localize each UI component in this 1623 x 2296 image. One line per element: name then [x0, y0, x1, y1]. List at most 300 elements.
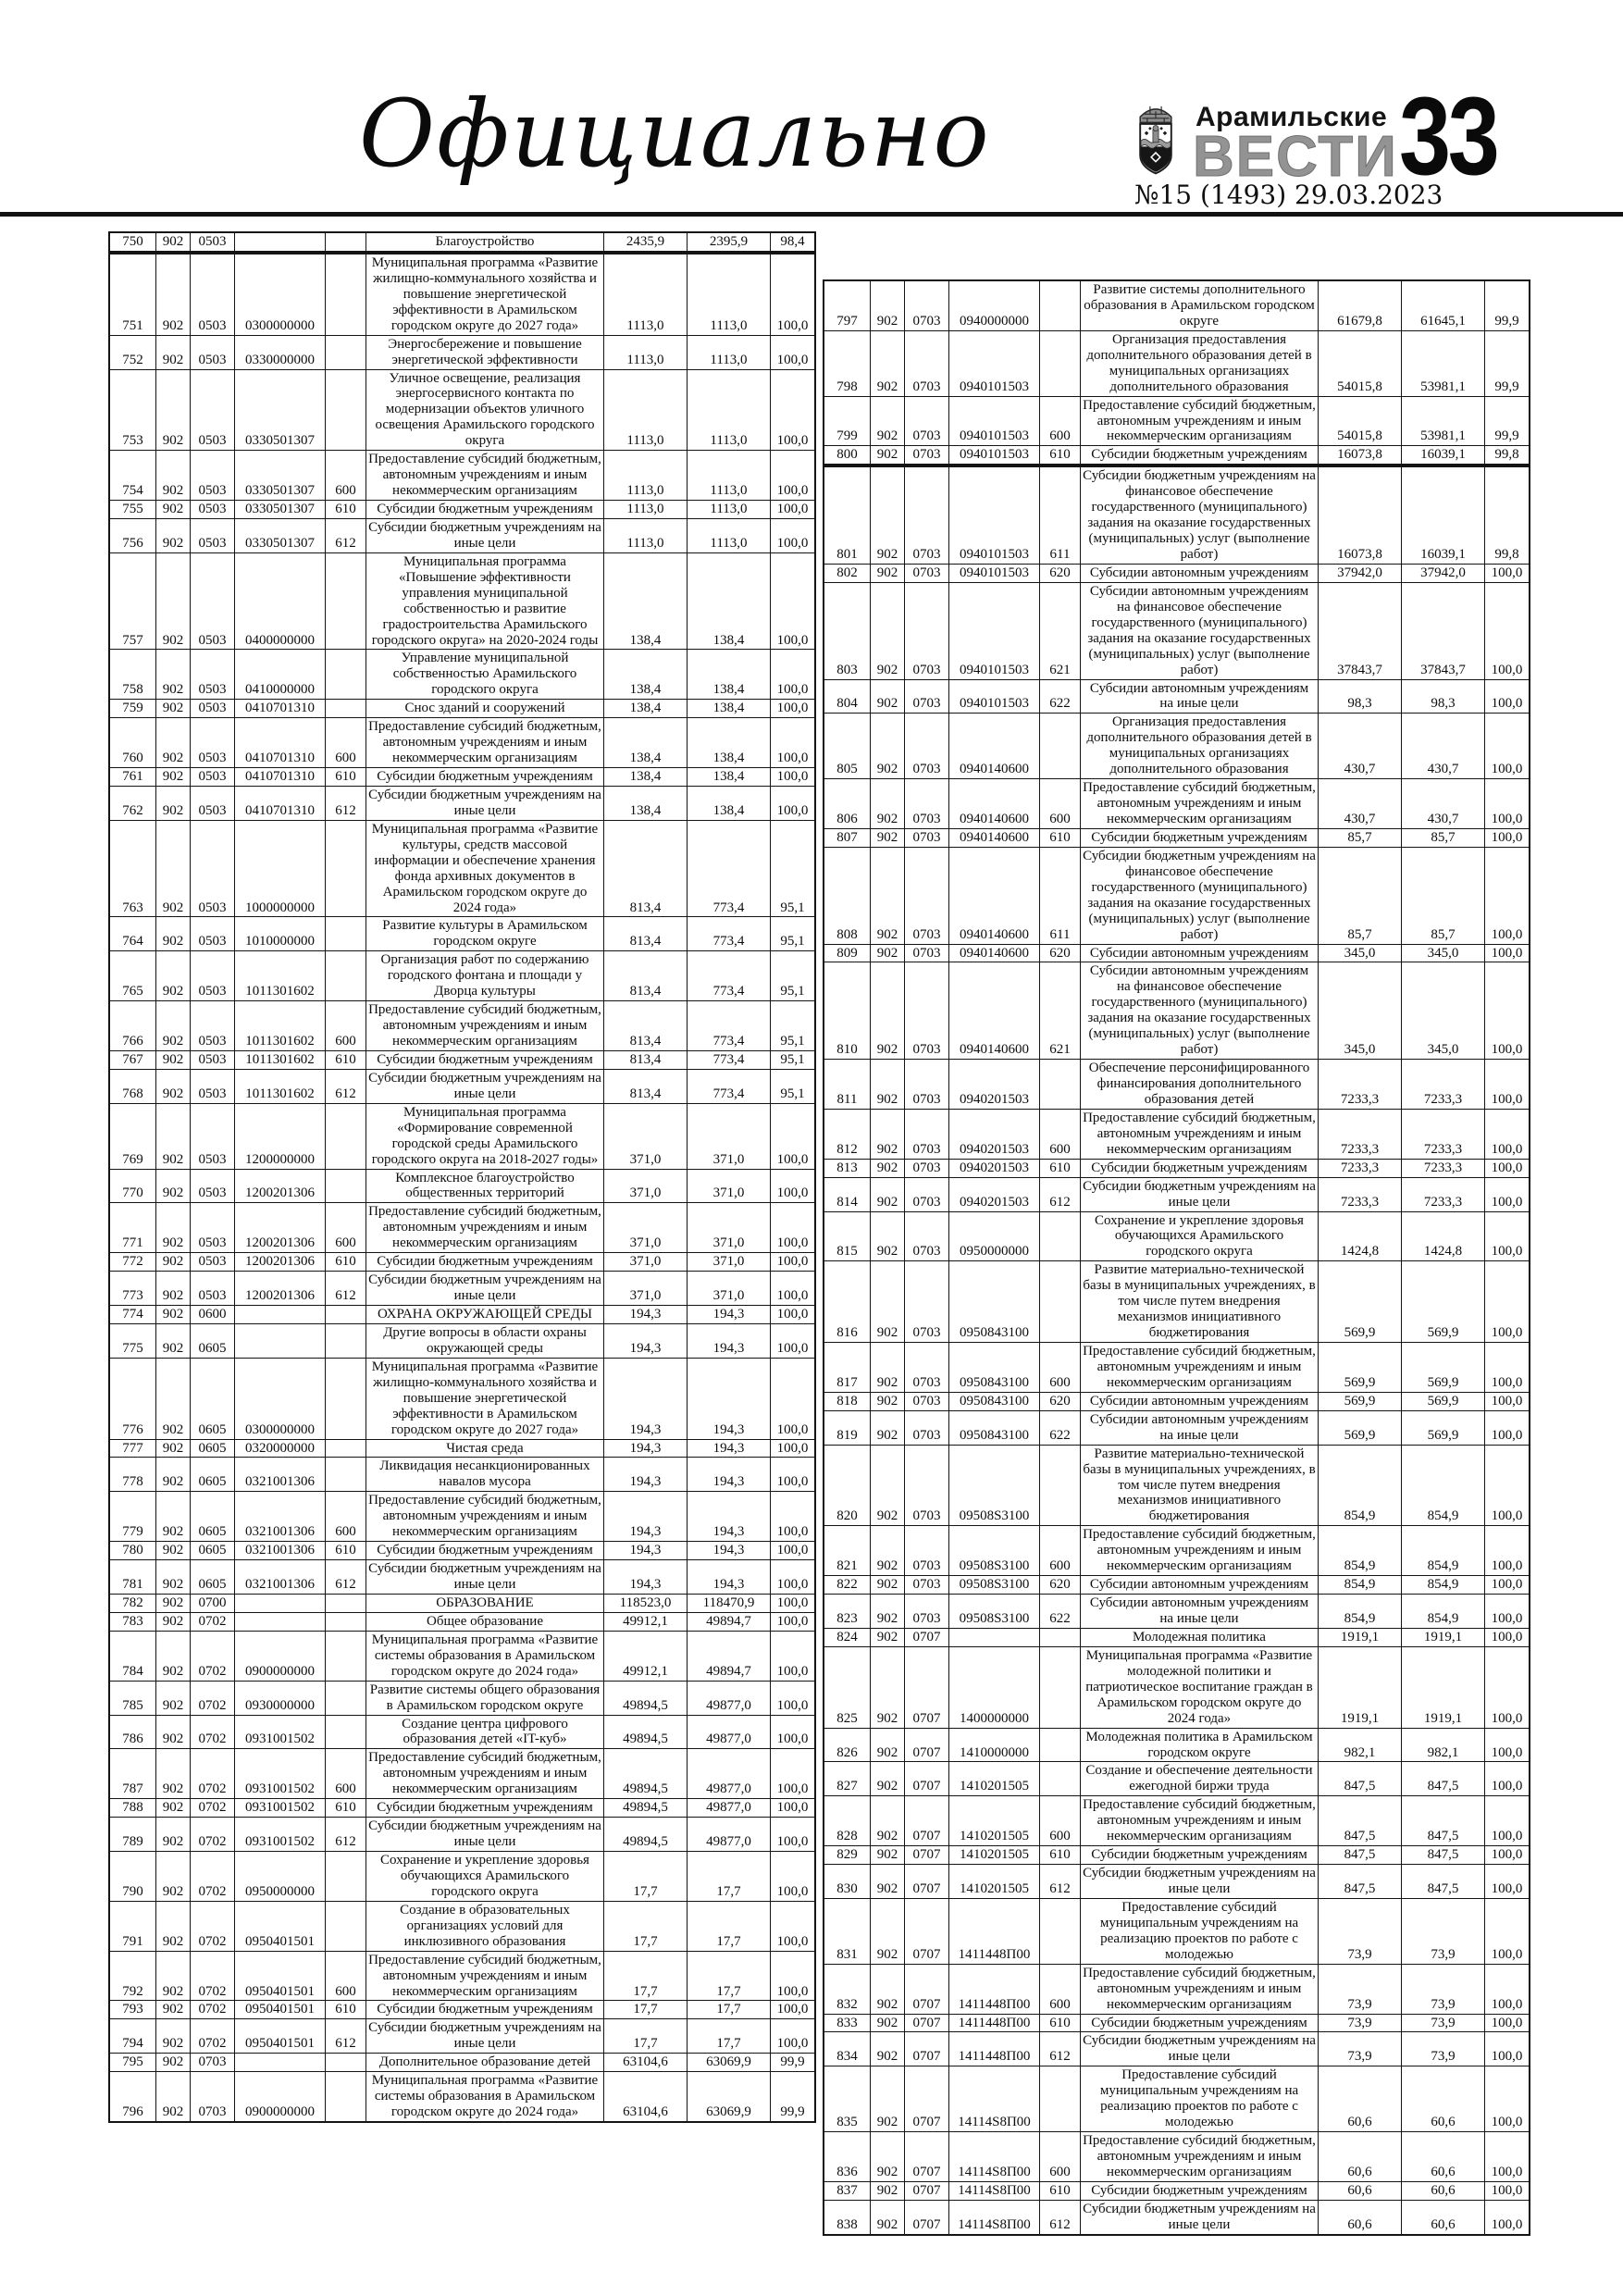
grbs-code-cell: 902 — [156, 1458, 191, 1492]
expense-name-cell: Субсидии бюджетным учреждениям на иные цели — [366, 1069, 604, 1103]
budget-row-751 — [109, 253, 815, 335]
percent-cell: 100,0 — [771, 1749, 816, 1799]
expense-type-cell: 612 — [1040, 1865, 1081, 1899]
grbs-code-cell: 902 — [871, 564, 905, 582]
row-number-cell: 790 — [109, 1852, 156, 1902]
grbs-code-cell: 902 — [156, 518, 191, 552]
percent-cell: 100,0 — [771, 1799, 816, 1818]
section-code-cell: 0503 — [191, 518, 235, 552]
expense-type-cell: 610 — [1040, 2014, 1081, 2032]
budget-row-806 — [824, 779, 1530, 829]
section-code-cell: 0702 — [191, 1612, 235, 1631]
budget-row-796 — [109, 2072, 815, 2122]
section-code-cell: 0707 — [905, 2014, 949, 2032]
section-code-cell: 0702 — [191, 1852, 235, 1902]
budget-row-761 — [109, 768, 815, 787]
grbs-code-cell: 902 — [871, 280, 905, 330]
budget-row-811 — [824, 1060, 1530, 1110]
budget-row-759 — [109, 700, 815, 718]
executed-amount-cell: 63069,9 — [688, 2054, 771, 2072]
approved-amount-cell: 118523,0 — [604, 1594, 688, 1612]
executed-amount-cell: 194,3 — [688, 1323, 771, 1358]
executed-amount-cell: 60,6 — [1402, 2066, 1485, 2132]
target-article-cell: 1411448П00 — [949, 2032, 1040, 2066]
target-article-cell: 0950000000 — [235, 1852, 326, 1902]
expense-name-cell: Субсидии бюджетным учреждениям на иные цели — [1081, 2200, 1319, 2234]
executed-amount-cell: 194,3 — [688, 1358, 771, 1439]
expense-name-cell: Развитие материально-технической базы в муниципальных учреждениях, в том числе путем внедрения механизмов инициативного бюджетирования — [1081, 1261, 1319, 1343]
section-code-cell: 0707 — [905, 1762, 949, 1796]
budget-row-827 — [824, 1762, 1530, 1796]
executed-amount-cell: 7233,3 — [1402, 1177, 1485, 1211]
section-code-cell: 0703 — [905, 1177, 949, 1211]
target-article-cell: 1411448П00 — [949, 1964, 1040, 2014]
section-code-cell: 0605 — [191, 1542, 235, 1560]
grbs-code-cell: 902 — [871, 1762, 905, 1796]
expense-name-cell: Субсидии бюджетным учреждениям на финансовое обеспечение государственного (муниципального) задания на оказание государственных (муниципальных) услуг (выполнение работ) — [1081, 465, 1319, 564]
section-code-cell: 0703 — [905, 1392, 949, 1410]
budget-row-792 — [109, 1951, 815, 2001]
budget-row-836 — [824, 2132, 1530, 2182]
executed-amount-cell: 773,4 — [688, 820, 771, 917]
expense-type-cell: 600 — [1040, 1526, 1081, 1576]
expense-name-cell: Предоставление субсидий бюджетным, автономным учреждениям и иным некоммерческим организациям — [366, 1001, 604, 1051]
section-code-cell: 0503 — [191, 700, 235, 718]
grbs-code-cell: 902 — [871, 944, 905, 962]
approved-amount-cell: 73,9 — [1319, 2032, 1402, 2066]
expense-name-cell: Предоставление субсидий бюджетным, автономным учреждениям и иным некоммерческим организациям — [366, 1951, 604, 2001]
grbs-code-cell: 902 — [156, 1631, 191, 1681]
expense-name-cell: Создание центра цифрового образования детей «IT-куб» — [366, 1715, 604, 1749]
approved-amount-cell: 194,3 — [604, 1439, 688, 1458]
newspaper-name-main: ВЕСТИ — [1193, 125, 1398, 189]
grbs-code-cell: 902 — [156, 501, 191, 519]
target-article-cell: 0410701310 — [235, 718, 326, 768]
target-article-cell: 0940201503 — [949, 1109, 1040, 1159]
approved-amount-cell: 17,7 — [604, 1901, 688, 1951]
expense-name-cell: Предоставление субсидий бюджетным, автономным учреждениям и иным некоммерческим организациям — [1081, 1343, 1319, 1393]
row-number-cell: 835 — [824, 2066, 871, 2132]
approved-amount-cell: 73,9 — [1319, 1898, 1402, 1964]
percent-cell: 100,0 — [1485, 1060, 1530, 1110]
percent-cell: 100,0 — [771, 1715, 816, 1749]
grbs-code-cell: 902 — [156, 2054, 191, 2072]
target-article-cell — [235, 1306, 326, 1324]
executed-amount-cell: 73,9 — [1402, 1964, 1485, 2014]
expense-name-cell: Предоставление субсидий бюджетным, автономным учреждениям и иным некоммерческим организациям — [366, 451, 604, 501]
row-number-cell: 828 — [824, 1796, 871, 1846]
percent-cell: 100,0 — [1485, 962, 1530, 1060]
percent-cell: 99,8 — [1485, 446, 1530, 465]
target-article-cell — [949, 1628, 1040, 1646]
section-code-cell: 0702 — [191, 1951, 235, 2001]
executed-amount-cell: 138,4 — [688, 650, 771, 700]
issue-number-date: №15 (1493) 29.03.2023 — [1134, 180, 1443, 210]
executed-amount-cell: 118470,9 — [688, 1594, 771, 1612]
expense-name-cell: Благоустройство — [366, 232, 604, 253]
budget-row-765 — [109, 951, 815, 1001]
approved-amount-cell: 138,4 — [604, 786, 688, 820]
approved-amount-cell: 138,4 — [604, 650, 688, 700]
budget-row-772 — [109, 1253, 815, 1272]
expense-type-cell: 600 — [1040, 779, 1081, 829]
expense-name-cell: Муниципальная программа «Развитие системы образования в Арамильском городском округе до 2024 года» — [366, 1631, 604, 1681]
expense-name-cell: Уличное освещение, реализация энергосервисного контакта по модернизации объектов уличного освещения Арамильского городского округа — [366, 369, 604, 451]
executed-amount-cell: 98,3 — [1402, 679, 1485, 714]
section-code-cell: 0605 — [191, 1560, 235, 1595]
expense-type-cell — [326, 1103, 366, 1169]
percent-cell: 100,0 — [771, 1631, 816, 1681]
expense-type-cell: 600 — [1040, 2132, 1081, 2182]
row-number-cell: 786 — [109, 1715, 156, 1749]
target-article-cell: 1410201505 — [949, 1846, 1040, 1865]
approved-amount-cell: 854,9 — [1319, 1445, 1402, 1526]
executed-amount-cell: 17,7 — [688, 1951, 771, 2001]
section-code-cell: 0707 — [905, 2032, 949, 2066]
budget-row-828 — [824, 1796, 1530, 1846]
row-number-cell: 788 — [109, 1799, 156, 1818]
budget-row-813 — [824, 1159, 1530, 1177]
target-article-cell: 0940140600 — [949, 779, 1040, 829]
executed-amount-cell: 7233,3 — [1402, 1060, 1485, 1110]
row-number-cell: 818 — [824, 1392, 871, 1410]
section-code-cell: 0703 — [905, 1445, 949, 1526]
target-article-cell — [235, 1323, 326, 1358]
target-article-cell: 0931001502 — [235, 1799, 326, 1818]
section-code-cell: 0703 — [905, 582, 949, 679]
section-code-cell: 0702 — [191, 2019, 235, 2054]
expense-type-cell — [326, 232, 366, 253]
grbs-code-cell: 902 — [156, 1612, 191, 1631]
target-article-cell — [235, 1594, 326, 1612]
grbs-code-cell: 902 — [156, 451, 191, 501]
section-code-cell: 0503 — [191, 650, 235, 700]
percent-cell: 100,0 — [771, 1458, 816, 1492]
expense-type-cell: 600 — [1040, 396, 1081, 446]
row-number-cell: 767 — [109, 1050, 156, 1069]
target-article-cell: 1400000000 — [949, 1646, 1040, 1728]
section-code-cell: 0605 — [191, 1458, 235, 1492]
grbs-code-cell: 902 — [156, 1594, 191, 1612]
target-article-cell: 0950401501 — [235, 1901, 326, 1951]
approved-amount-cell: 813,4 — [604, 1050, 688, 1069]
expense-name-cell: Предоставление субсидий бюджетным, автономным учреждениям и иным некоммерческим организациям — [1081, 1526, 1319, 1576]
percent-cell: 100,0 — [771, 1103, 816, 1169]
expense-type-cell: 600 — [326, 1001, 366, 1051]
grbs-code-cell: 902 — [871, 1526, 905, 1576]
approved-amount-cell: 54015,8 — [1319, 396, 1402, 446]
expense-name-cell: Субсидии бюджетным учреждениям — [366, 768, 604, 787]
section-code-cell: 0703 — [905, 779, 949, 829]
percent-cell: 99,9 — [771, 2072, 816, 2122]
target-article-cell: 0940140600 — [949, 944, 1040, 962]
executed-amount-cell: 60,6 — [1402, 2132, 1485, 2182]
expense-name-cell: Субсидии бюджетным учреждениям на иные цели — [366, 1272, 604, 1306]
expense-type-cell — [326, 1715, 366, 1749]
executed-amount-cell: 569,9 — [1402, 1392, 1485, 1410]
expense-name-cell: Организация предоставления дополнительного образования детей в муниципальных организациях дополнительного образования — [1081, 330, 1319, 396]
section-code-cell: 0703 — [905, 564, 949, 582]
grbs-code-cell: 902 — [871, 828, 905, 847]
budget-row-783 — [109, 1612, 815, 1631]
target-article-cell: 1411448П00 — [949, 1898, 1040, 1964]
budget-row-837 — [824, 2181, 1530, 2200]
executed-amount-cell: 194,3 — [688, 1492, 771, 1542]
expense-name-cell: Предоставление субсидий муниципальным учреждениям на реализацию проектов по работе с молодежью — [1081, 2066, 1319, 2132]
grbs-code-cell: 902 — [871, 1445, 905, 1526]
section-code-cell: 0707 — [905, 1796, 949, 1846]
expense-type-cell — [326, 1901, 366, 1951]
executed-amount-cell: 2395,9 — [688, 232, 771, 253]
expense-name-cell: Предоставление субсидий бюджетным, автономным учреждениям и иным некоммерческим организациям — [1081, 779, 1319, 829]
percent-cell: 100,0 — [1485, 1964, 1530, 2014]
executed-amount-cell: 17,7 — [688, 2019, 771, 2054]
budget-row-767 — [109, 1050, 815, 1069]
section-code-cell: 0703 — [905, 1595, 949, 1629]
grbs-code-cell: 902 — [871, 1595, 905, 1629]
budget-row-754 — [109, 451, 815, 501]
executed-amount-cell: 773,4 — [688, 1001, 771, 1051]
approved-amount-cell: 194,3 — [604, 1358, 688, 1439]
expense-type-cell: 600 — [326, 718, 366, 768]
section-code-cell: 0503 — [191, 917, 235, 951]
executed-amount-cell: 345,0 — [1402, 962, 1485, 1060]
approved-amount-cell: 854,9 — [1319, 1526, 1402, 1576]
target-article-cell: 0950401501 — [235, 2001, 326, 2019]
expense-name-cell: Предоставление субсидий бюджетным, автономным учреждениям и иным некоммерческим организациям — [366, 1492, 604, 1542]
percent-cell: 100,0 — [1485, 2200, 1530, 2234]
grbs-code-cell: 902 — [156, 1560, 191, 1595]
row-number-cell: 815 — [824, 1211, 871, 1261]
approved-amount-cell: 847,5 — [1319, 1762, 1402, 1796]
grbs-code-cell: 902 — [156, 1001, 191, 1051]
target-article-cell: 0940140600 — [949, 714, 1040, 779]
approved-amount-cell: 847,5 — [1319, 1846, 1402, 1865]
grbs-code-cell: 902 — [156, 1169, 191, 1203]
budget-row-752 — [109, 335, 815, 369]
budget-row-804 — [824, 679, 1530, 714]
section-code-cell: 0703 — [905, 1261, 949, 1343]
row-number-cell: 825 — [824, 1646, 871, 1728]
section-code-cell: 0503 — [191, 501, 235, 519]
row-number-cell: 802 — [824, 564, 871, 582]
expense-type-cell — [326, 1439, 366, 1458]
row-number-cell: 763 — [109, 820, 156, 917]
budget-row-793 — [109, 2001, 815, 2019]
percent-cell: 100,0 — [1485, 944, 1530, 962]
target-article-cell: 1000000000 — [235, 820, 326, 917]
target-article-cell: 14114S8П00 — [949, 2066, 1040, 2132]
expense-name-cell: Предоставление субсидий бюджетным, автономным учреждениям и иным некоммерческим организациям — [1081, 396, 1319, 446]
target-article-cell: 1410201505 — [949, 1762, 1040, 1796]
approved-amount-cell: 1113,0 — [604, 335, 688, 369]
expense-type-cell — [326, 369, 366, 451]
expense-name-cell: Обеспечение персонифицированного финансирования дополнительного образования детей — [1081, 1060, 1319, 1110]
grbs-code-cell: 902 — [156, 1901, 191, 1951]
target-article-cell: 0930000000 — [235, 1681, 326, 1715]
expense-type-cell — [1040, 714, 1081, 779]
expense-type-cell: 610 — [1040, 446, 1081, 465]
executed-amount-cell: 847,5 — [1402, 1865, 1485, 1899]
section-code-cell: 0503 — [191, 451, 235, 501]
percent-cell: 95,1 — [771, 917, 816, 951]
approved-amount-cell: 430,7 — [1319, 779, 1402, 829]
target-article-cell: 1200201306 — [235, 1203, 326, 1253]
section-code-cell: 0605 — [191, 1358, 235, 1439]
budget-row-800 — [824, 446, 1530, 465]
percent-cell: 100,0 — [1485, 1796, 1530, 1846]
executed-amount-cell: 37843,7 — [1402, 582, 1485, 679]
row-number-cell: 805 — [824, 714, 871, 779]
section-code-cell: 0707 — [905, 2200, 949, 2234]
executed-amount-cell: 194,3 — [688, 1458, 771, 1492]
budget-table-left-column — [108, 231, 816, 2123]
expense-name-cell: Субсидии бюджетным учреждениям на иные цели — [1081, 1177, 1319, 1211]
section-code-cell: 0703 — [905, 446, 949, 465]
executed-amount-cell: 1113,0 — [688, 369, 771, 451]
approved-amount-cell: 854,9 — [1319, 1595, 1402, 1629]
target-article-cell: 0931001502 — [235, 1818, 326, 1852]
row-number-cell: 753 — [109, 369, 156, 451]
row-number-cell: 751 — [109, 253, 156, 335]
budget-row-769 — [109, 1103, 815, 1169]
approved-amount-cell: 194,3 — [604, 1560, 688, 1595]
executed-amount-cell: 982,1 — [1402, 1728, 1485, 1762]
approved-amount-cell: 49912,1 — [604, 1631, 688, 1681]
grbs-code-cell: 902 — [871, 779, 905, 829]
grbs-code-cell: 902 — [156, 1542, 191, 1560]
target-article-cell: 14114S8П00 — [949, 2132, 1040, 2182]
approved-amount-cell: 2435,9 — [604, 232, 688, 253]
row-number-cell: 752 — [109, 335, 156, 369]
row-number-cell: 780 — [109, 1542, 156, 1560]
percent-cell: 100,0 — [771, 1594, 816, 1612]
expense-name-cell: Субсидии бюджетным учреждениям на иные цели — [366, 786, 604, 820]
executed-amount-cell: 49894,7 — [688, 1612, 771, 1631]
executed-amount-cell: 73,9 — [1402, 2014, 1485, 2032]
expense-type-cell — [326, 1852, 366, 1902]
percent-cell: 100,0 — [771, 700, 816, 718]
budget-row-780 — [109, 1542, 815, 1560]
expense-name-cell: Сохранение и укрепление здоровья обучающихся Арамильского городского округа — [366, 1852, 604, 1902]
expense-name-cell: Субсидии бюджетным учреждениям на иные цели — [1081, 1865, 1319, 1899]
grbs-code-cell: 902 — [156, 369, 191, 451]
section-code-cell: 0503 — [191, 718, 235, 768]
grbs-code-cell: 902 — [156, 917, 191, 951]
target-article-cell: 0400000000 — [235, 552, 326, 650]
budget-row-818 — [824, 1392, 1530, 1410]
approved-amount-cell: 49894,5 — [604, 1799, 688, 1818]
grbs-code-cell: 902 — [156, 768, 191, 787]
budget-row-816 — [824, 1261, 1530, 1343]
row-number-cell: 797 — [824, 280, 871, 330]
grbs-code-cell: 902 — [156, 1272, 191, 1306]
grbs-code-cell: 902 — [871, 2181, 905, 2200]
executed-amount-cell: 61645,1 — [1402, 280, 1485, 330]
target-article-cell: 0900000000 — [235, 2072, 326, 2122]
expense-name-cell: Организация работ по содержанию городского фонтана и площади у Дворца культуры — [366, 951, 604, 1001]
expense-type-cell — [326, 650, 366, 700]
approved-amount-cell: 371,0 — [604, 1272, 688, 1306]
executed-amount-cell: 194,3 — [688, 1439, 771, 1458]
executed-amount-cell: 138,4 — [688, 718, 771, 768]
target-article-cell: 0321001306 — [235, 1492, 326, 1542]
row-number-cell: 834 — [824, 2032, 871, 2066]
executed-amount-cell: 194,3 — [688, 1306, 771, 1324]
budget-row-820 — [824, 1445, 1530, 1526]
expense-type-cell: 600 — [1040, 1109, 1081, 1159]
target-article-cell: 0410701310 — [235, 786, 326, 820]
expense-name-cell: Субсидии бюджетным учреждениям на иные цели — [366, 518, 604, 552]
expense-name-cell: Субсидии автономным учреждениям — [1081, 564, 1319, 582]
approved-amount-cell: 194,3 — [604, 1306, 688, 1324]
target-article-cell: 0900000000 — [235, 1631, 326, 1681]
budget-row-785 — [109, 1681, 815, 1715]
expense-name-cell: Предоставление субсидий бюджетным, автономным учреждениям и иным некоммерческим организациям — [1081, 1964, 1319, 2014]
executed-amount-cell: 371,0 — [688, 1203, 771, 1253]
percent-cell: 100,0 — [771, 1492, 816, 1542]
target-article-cell: 0410000000 — [235, 650, 326, 700]
expense-type-cell — [1040, 1211, 1081, 1261]
approved-amount-cell: 847,5 — [1319, 1865, 1402, 1899]
executed-amount-cell: 1113,0 — [688, 335, 771, 369]
percent-cell: 95,1 — [771, 951, 816, 1001]
approved-amount-cell: 54015,8 — [1319, 330, 1402, 396]
grbs-code-cell: 902 — [871, 1261, 905, 1343]
section-code-cell: 0702 — [191, 1901, 235, 1951]
section-code-cell: 0703 — [905, 280, 949, 330]
approved-amount-cell: 813,4 — [604, 820, 688, 917]
expense-name-cell: Субсидии бюджетным учреждениям — [1081, 1159, 1319, 1177]
row-number-cell: 756 — [109, 518, 156, 552]
grbs-code-cell: 902 — [871, 2200, 905, 2234]
expense-name-cell: Субсидии бюджетным учреждениям — [1081, 828, 1319, 847]
percent-cell: 100,0 — [771, 451, 816, 501]
section-code-cell: 0503 — [191, 369, 235, 451]
budget-row-799 — [824, 396, 1530, 446]
approved-amount-cell: 854,9 — [1319, 1576, 1402, 1595]
grbs-code-cell: 902 — [156, 650, 191, 700]
section-code-cell: 0703 — [905, 714, 949, 779]
executed-amount-cell: 60,6 — [1402, 2181, 1485, 2200]
percent-cell: 99,9 — [1485, 396, 1530, 446]
expense-name-cell: Муниципальная программа «Развитие системы образования в Арамильском городском округе до 2024 года» — [366, 2072, 604, 2122]
executed-amount-cell: 73,9 — [1402, 2032, 1485, 2066]
expense-type-cell: 612 — [326, 1818, 366, 1852]
row-number-cell: 769 — [109, 1103, 156, 1169]
target-article-cell: 1200201306 — [235, 1169, 326, 1203]
row-number-cell: 807 — [824, 828, 871, 847]
row-number-cell: 791 — [109, 1901, 156, 1951]
percent-cell: 100,0 — [1485, 582, 1530, 679]
target-article-cell: 09508S3100 — [949, 1526, 1040, 1576]
grbs-code-cell: 902 — [156, 786, 191, 820]
expense-type-cell: 620 — [1040, 944, 1081, 962]
expense-name-cell: Предоставление субсидий бюджетным, автономным учреждениям и иным некоммерческим организациям — [366, 1749, 604, 1799]
executed-amount-cell: 854,9 — [1402, 1445, 1485, 1526]
section-code-cell: 0600 — [191, 1306, 235, 1324]
budget-row-830 — [824, 1865, 1530, 1899]
approved-amount-cell: 194,3 — [604, 1492, 688, 1542]
expense-type-cell — [326, 1306, 366, 1324]
grbs-code-cell: 902 — [871, 1109, 905, 1159]
row-number-cell: 787 — [109, 1749, 156, 1799]
grbs-code-cell: 902 — [156, 951, 191, 1001]
grbs-code-cell: 902 — [156, 1050, 191, 1069]
section-code-cell: 0707 — [905, 2066, 949, 2132]
approved-amount-cell: 7233,3 — [1319, 1109, 1402, 1159]
row-number-cell: 810 — [824, 962, 871, 1060]
